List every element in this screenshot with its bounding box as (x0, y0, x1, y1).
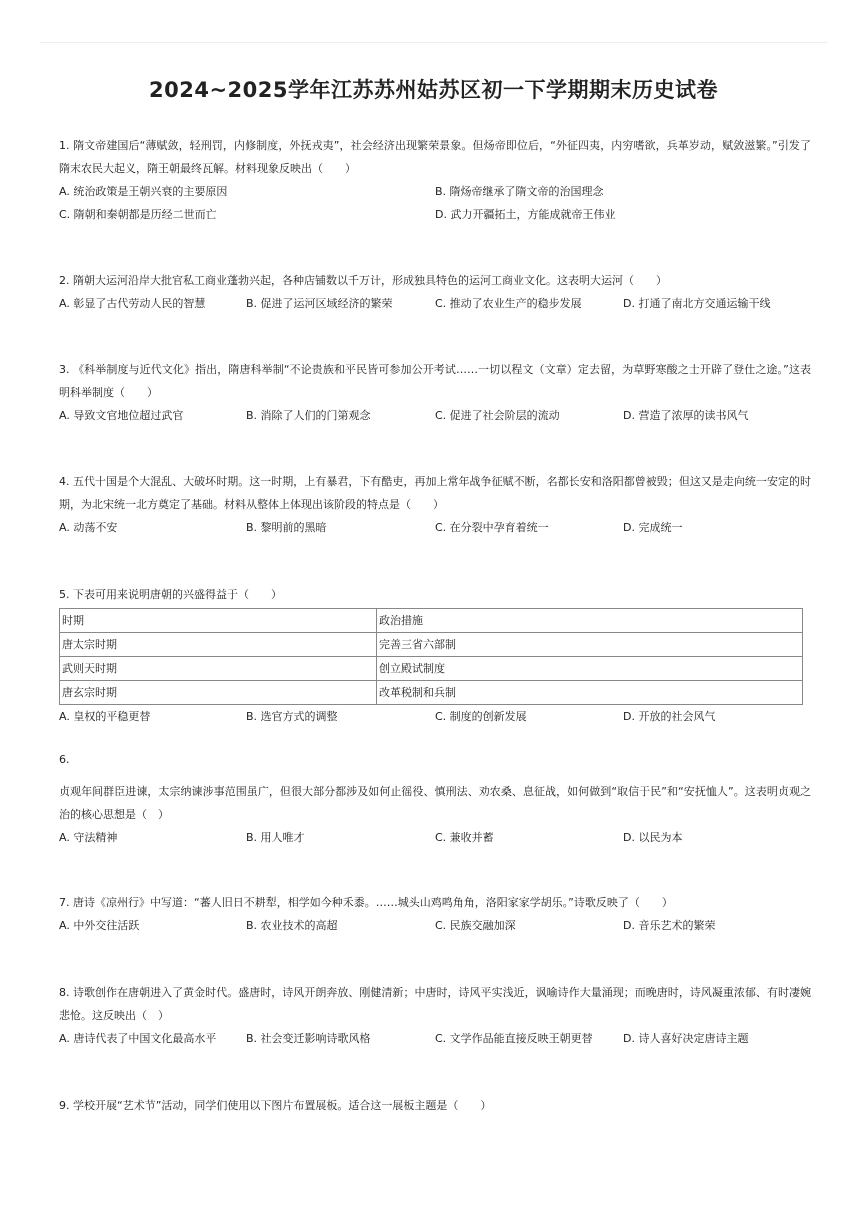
option-d[interactable]: D. 开放的社会风气 (623, 710, 716, 723)
options-list (59, 516, 811, 539)
option-a[interactable]: A. 统治政策是王朝兴衰的主要原因 (59, 185, 228, 198)
question-6 (59, 748, 811, 849)
option-c[interactable]: C. 文学作品能直接反映王朝更替 (435, 1032, 593, 1045)
question-1 (59, 134, 811, 226)
option-d[interactable]: D. 营造了浓厚的读书风气 (623, 409, 749, 422)
option-a[interactable]: A. 皇权的平稳更替 (59, 710, 151, 723)
option-a[interactable]: A. 唐诗代表了中国文化最高水平 (59, 1032, 217, 1045)
option-d[interactable]: D. 完成统一 (623, 521, 683, 534)
question-stem: 贞观年间群臣进谏，太宗纳谏涉事范围虽广，但很大部分都涉及如何止徭役、慎刑法、劝农桑、息征战，如何做到“取信于民”和“安抚恤人”。这表明贞观之治的核心思想是（ ） (59, 785, 811, 821)
question-8 (59, 981, 811, 1050)
table-cell: 创立殿试制度 (377, 657, 803, 681)
question-4 (59, 470, 811, 539)
option-b[interactable]: B. 农业技术的高超 (246, 919, 338, 932)
question-stem: 9. 学校开展“艺术节”活动，同学们使用以下图片布置展板。适合这一展板主题是（ ） (59, 1099, 492, 1112)
question-stem: 4. 五代十国是个大混乱、大破坏时期。这一时期，上有暴君，下有酷吏，再加上常年战争征赋不断，名都长安和洛阳都曾被毁；但这又是走向统一安定的时期，为北宋统一北方奠定了基础。材料从整体上体现出该阶段的特点是（ ） (59, 475, 811, 511)
option-c[interactable]: C. 制度的创新发展 (435, 710, 527, 723)
table-cell: 改革税制和兵制 (377, 681, 803, 705)
question-9 (59, 1094, 811, 1117)
option-c[interactable]: C. 促进了社会阶层的流动 (435, 409, 560, 422)
options-list (59, 705, 811, 728)
options-list (59, 1027, 811, 1050)
options-list (59, 292, 811, 315)
table-row (60, 681, 803, 705)
option-c[interactable]: C. 在分裂中孕育着统一 (435, 521, 549, 534)
question-stem: 3. 《科举制度与近代文化》指出，隋唐科举制“不论贵族和平民皆可参加公开考试……一切以程文（文章）定去留，为草野寒酸之士开辟了登仕之途。”这表明科举制度（ ） (59, 363, 811, 399)
question-stem: 8. 诗歌创作在唐朝进入了黄金时代。盛唐时，诗风开朗奔放、刚健清新；中唐时，诗风平实浅近，讽喻诗作大量涌现；而晚唐时，诗风凝重浓郁、有时凄婉悲怆。这反映出（ ） (59, 986, 811, 1022)
option-d[interactable]: D. 打通了南北方交通运输干线 (623, 297, 771, 310)
option-b[interactable]: B. 黎明前的黑暗 (246, 521, 327, 534)
option-c[interactable]: C. 民族交融加深 (435, 919, 516, 932)
question-3 (59, 358, 811, 427)
option-d[interactable]: D. 诗人喜好决定唐诗主题 (623, 1032, 749, 1045)
page-title: 2024~2025学年江苏苏州姑苏区初一下学期期末历史试卷 (149, 78, 718, 102)
table-row (60, 657, 803, 681)
table-header-cell: 政治措施 (377, 609, 803, 633)
option-c[interactable]: C. 隋朝和秦朝都是历经二世而亡 (59, 208, 217, 221)
table-cell: 唐玄宗时期 (60, 681, 377, 705)
option-d[interactable]: D. 武力开疆拓土，方能成就帝王伟业 (435, 208, 616, 221)
header-divider (40, 42, 827, 43)
table-cell: 武则天时期 (60, 657, 377, 681)
option-a[interactable]: A. 动荡不安 (59, 521, 118, 534)
option-a[interactable]: A. 导致文官地位超过武官 (59, 409, 184, 422)
table-header-row (60, 609, 803, 633)
option-d[interactable]: D. 以民为本 (623, 831, 683, 844)
option-b[interactable]: B. 社会变迁影响诗歌风格 (246, 1032, 371, 1045)
options-list (59, 404, 811, 427)
option-b[interactable]: B. 选官方式的调整 (246, 710, 338, 723)
option-b[interactable]: B. 用人唯才 (246, 831, 305, 844)
table-cell: 完善三省六部制 (377, 633, 803, 657)
option-a[interactable]: A. 守法精神 (59, 831, 118, 844)
options-list (59, 914, 811, 937)
option-b[interactable]: B. 消除了人们的门第观念 (246, 409, 371, 422)
option-b[interactable]: B. 隋炀帝继承了隋文帝的治国理念 (435, 185, 604, 198)
option-c[interactable]: C. 兼收并蓄 (435, 831, 494, 844)
table-row (60, 633, 803, 657)
dynasty-table (59, 608, 803, 705)
question-5 (59, 583, 811, 728)
question-stem: 5. 下表可用来说明唐朝的兴盛得益于（ ） (59, 588, 282, 601)
question-number: 6. (59, 753, 70, 766)
options-list (59, 180, 811, 226)
option-a[interactable]: A. 中外交往活跃 (59, 919, 140, 932)
question-2 (59, 269, 811, 315)
option-c[interactable]: C. 推动了农业生产的稳步发展 (435, 297, 582, 310)
question-stem: 1. 隋文帝建国后“薄赋敛，轻刑罚，内修制度，外抚戎夷”，社会经济出现繁荣景象。但炀帝即位后，“外征四夷，内穷嗜欲，兵革岁动，赋敛滋繁。”引发了隋末农民大起义，隋王朝最终瓦解。材料现象反映出（ ） (59, 139, 811, 175)
table-cell: 唐太宗时期 (60, 633, 377, 657)
option-b[interactable]: B. 促进了运河区域经济的繁荣 (246, 297, 393, 310)
options-list (59, 826, 811, 849)
question-stem: 7. 唐诗《凉州行》中写道：“蕃人旧日不耕犁，相学如今种禾黍。……城头山鸡鸣角角，洛阳家家学胡乐。”诗歌反映了（ ） (59, 896, 673, 909)
table-header-cell: 时期 (60, 609, 377, 633)
question-7 (59, 891, 811, 937)
option-a[interactable]: A. 彰显了古代劳动人民的智慧 (59, 297, 206, 310)
option-d[interactable]: D. 音乐艺术的繁荣 (623, 919, 716, 932)
question-stem: 2. 隋朝大运河沿岸大批官私工商业蓬勃兴起，各种店铺数以千万计，形成独具特色的运河工商业文化。这表明大运河（ ） (59, 274, 667, 287)
